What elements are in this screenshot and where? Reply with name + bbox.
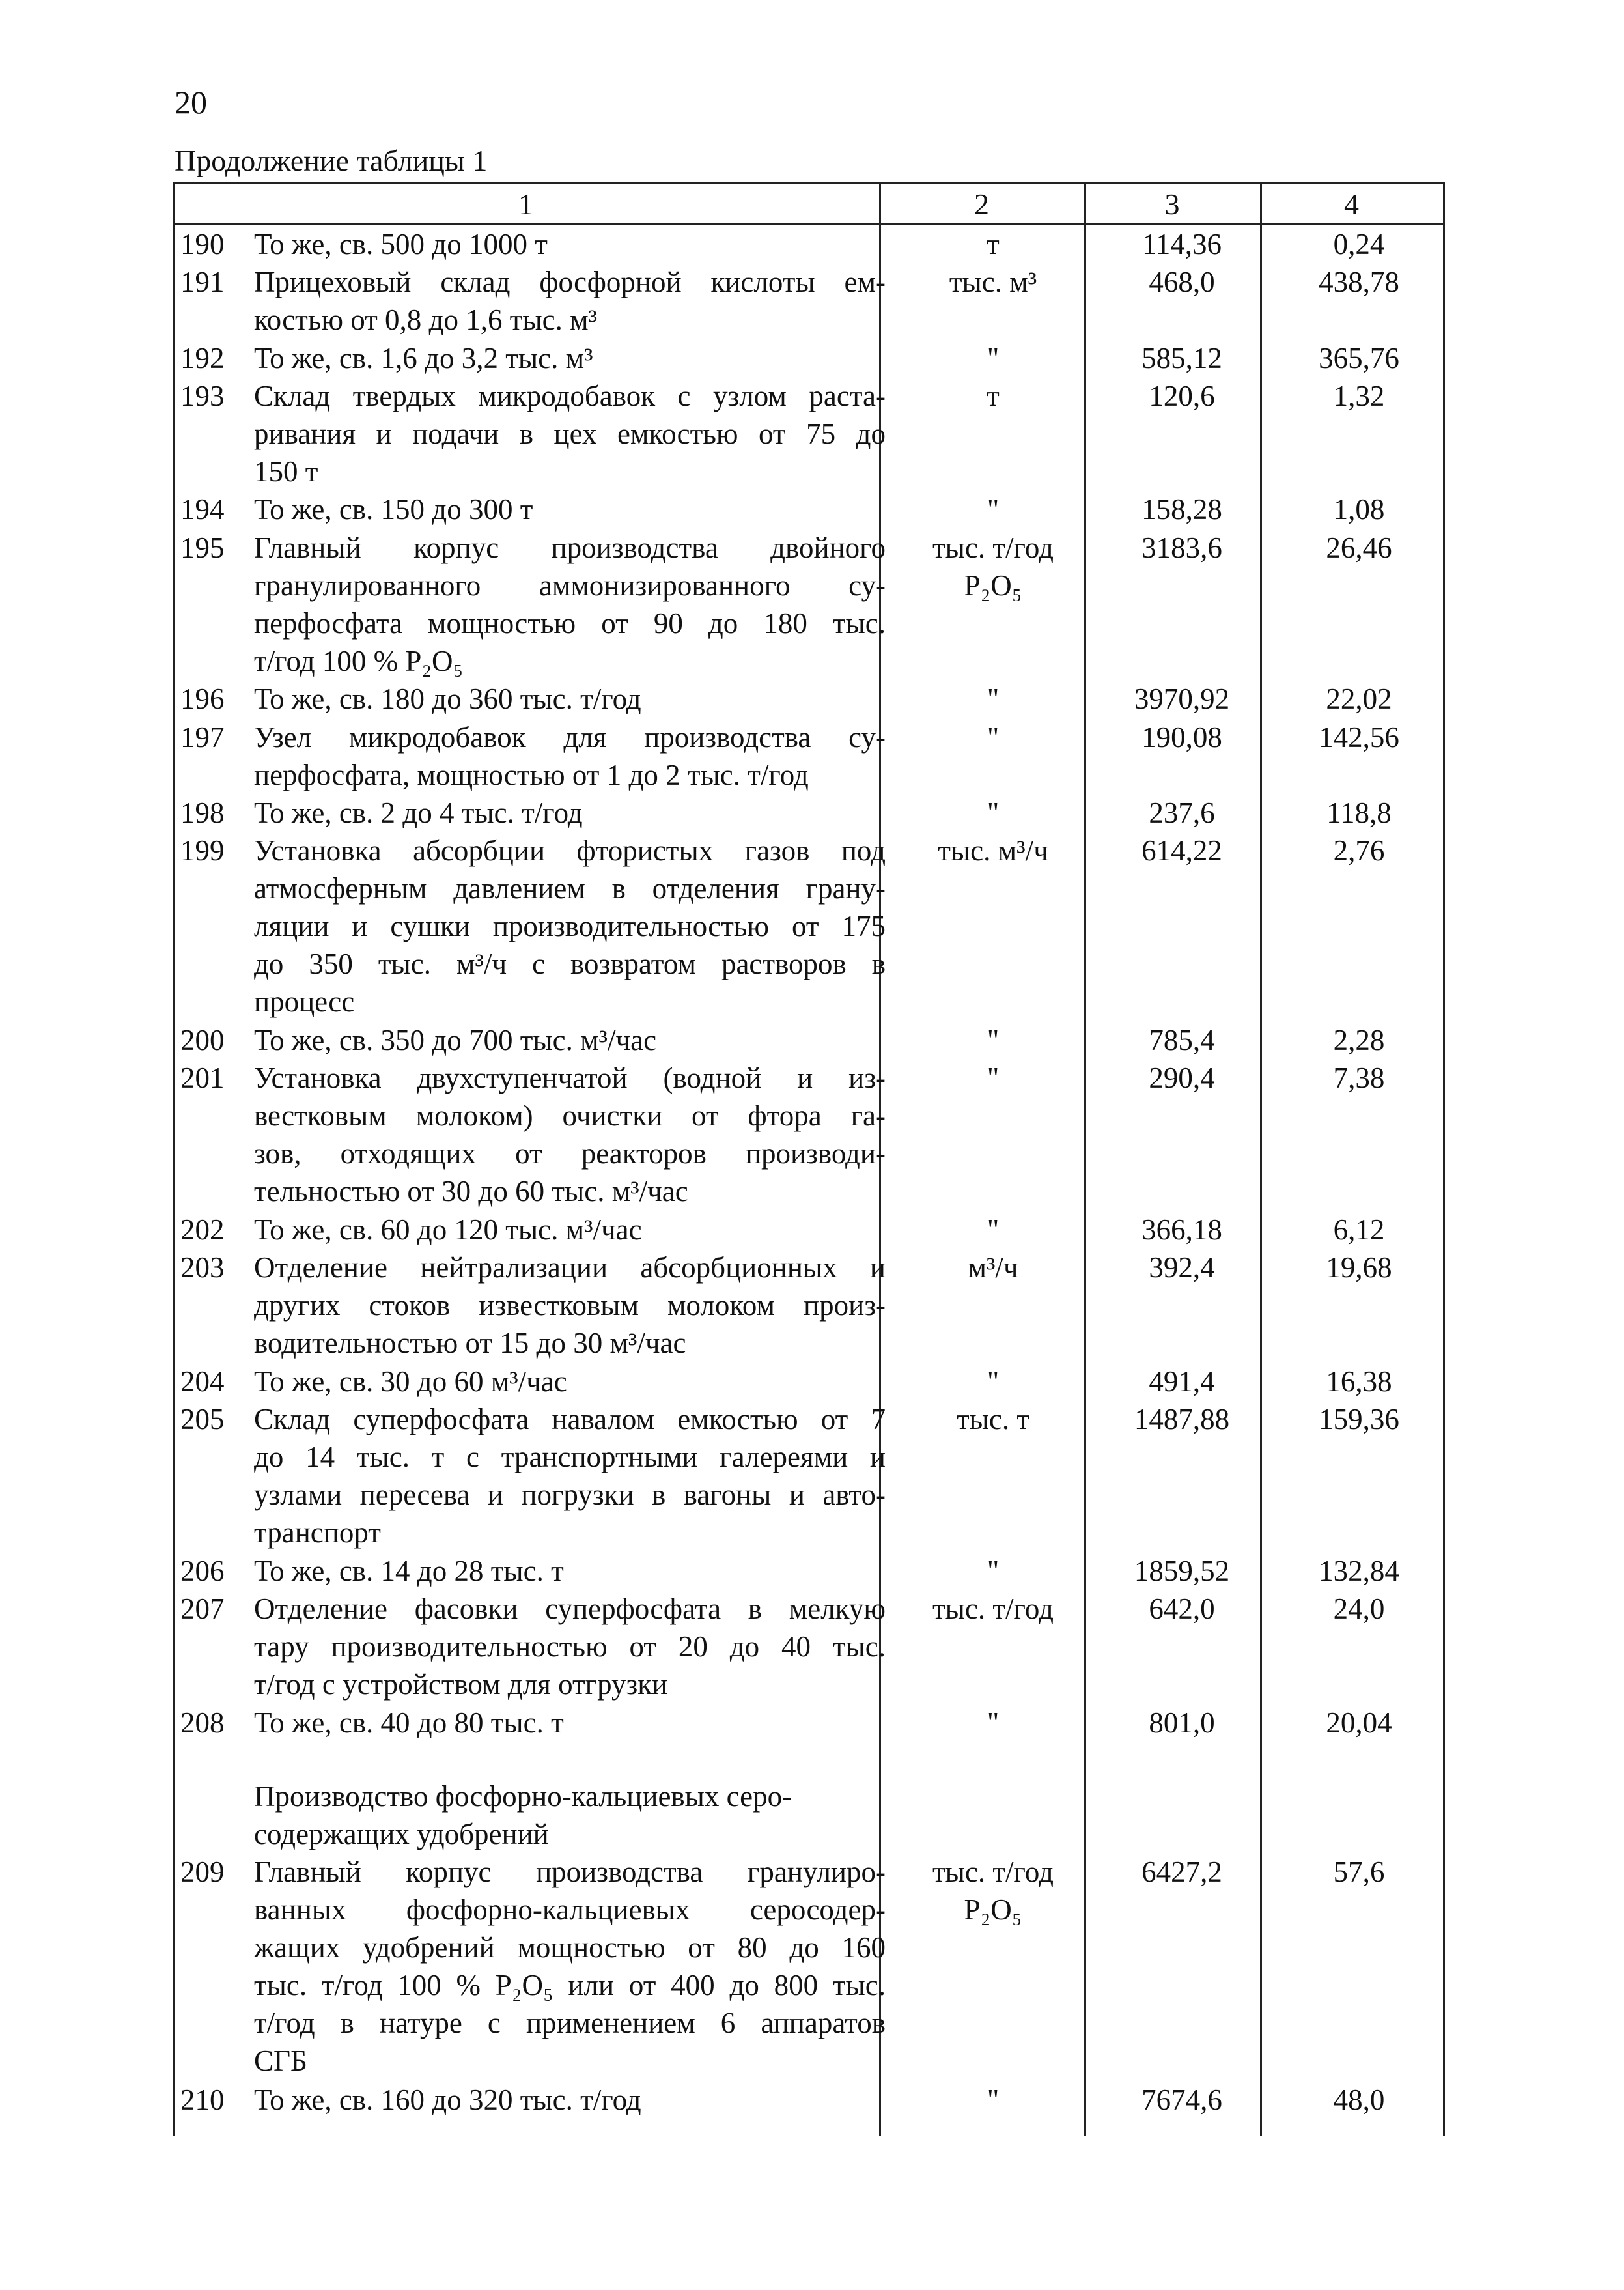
- column-border-3: [1260, 182, 1262, 2136]
- row-value-col4: 118,8: [1326, 797, 1392, 829]
- cell-text-line: То же, св. 160 до 320 тыс. т/год: [254, 2083, 641, 2116]
- row-description: [254, 1590, 886, 1703]
- row-value-col4: 19,68: [1326, 1251, 1392, 1284]
- cell-text-line: ": [987, 1213, 1000, 1247]
- cell-text-line: ванных фосфорно-кальциевых серосодер-: [254, 1893, 886, 1927]
- cell-text-line: СГБ: [254, 2044, 307, 2078]
- cell-text-line: тыс. т/год: [932, 1592, 1054, 1626]
- cell-text-line: ": [987, 1062, 1000, 1095]
- row-value-col3: 290,4: [1149, 1062, 1215, 1095]
- row-unit: [895, 1249, 1091, 1286]
- cell-text-line: ": [987, 683, 1000, 716]
- row-unit: [895, 377, 1091, 415]
- row-value-col3: 120,6: [1149, 379, 1215, 412]
- cell-text-line: тыс. т/год: [932, 1856, 1054, 1889]
- row-description: [254, 529, 886, 680]
- cell-text-line: м³/ч: [968, 1251, 1018, 1284]
- cell-text-line: P₂O₅: [964, 569, 1022, 602]
- row-value-col3: 366,18: [1141, 1213, 1222, 1247]
- cell-text-line: То же, св. 180 до 360 тыс. т/год: [254, 683, 641, 716]
- cell-text-line: Узел микродобавок для производства су-: [254, 720, 886, 754]
- table-top-border: [173, 182, 1445, 184]
- row-number: 190: [180, 228, 225, 261]
- header-bottom-border: [173, 223, 1445, 225]
- row-unit: [895, 794, 1091, 832]
- row-description: [254, 1853, 886, 2080]
- cell-text-line: Установка двухступенчатой (водной и из-: [254, 1062, 886, 1095]
- row-description: [254, 718, 886, 794]
- cell-text-line: ": [987, 341, 1000, 375]
- row-number: 206: [180, 1555, 225, 1587]
- cell-text-line: 150 т: [254, 455, 318, 488]
- row-value-col4: 48,0: [1333, 2083, 1385, 2116]
- row-description: [254, 225, 886, 263]
- row-number: 200: [180, 1024, 225, 1057]
- row-unit: [895, 1853, 1091, 1929]
- row-description: [254, 1249, 886, 1362]
- cell-text-line: ляции и сушки производительностью от 175: [254, 910, 886, 943]
- cell-text-line: Отделение нейтрализации абсорбционных и: [254, 1251, 886, 1284]
- row-description: [254, 832, 886, 1021]
- cell-text-line: атмосферным давлением в отделения грану-: [254, 872, 886, 905]
- row-description: [254, 1363, 886, 1400]
- cell-text-line: тельностью от 30 до 60 тыс. м³/час: [254, 1175, 688, 1208]
- row-value-col3: 3970,92: [1134, 683, 1230, 716]
- row-unit: [895, 832, 1091, 869]
- cell-text-line: То же, св. 60 до 120 тыс. м³/час: [254, 1213, 642, 1247]
- row-number: 208: [180, 1706, 225, 1739]
- row-value-col3: 801,0: [1149, 1706, 1215, 1739]
- row-description: [254, 1704, 886, 1742]
- cell-text-line: гранулированного аммонизированного су-: [254, 569, 886, 602]
- column-border-2: [1084, 182, 1086, 2136]
- column-border-right: [1443, 182, 1445, 2136]
- row-number: 210: [180, 2083, 225, 2116]
- row-description: [254, 490, 886, 528]
- cell-text-line: до 350 тыс. м³/ч с возвратом растворов в: [254, 948, 886, 981]
- row-value-col4: 57,6: [1333, 1856, 1385, 1889]
- cell-text-line: ": [987, 2083, 1000, 2116]
- table-caption: Продолжение таблицы 1: [175, 144, 488, 177]
- header-col-1: 1: [518, 188, 533, 221]
- cell-text-line: тыс. т/год 100 % P₂O₅ или от 400 до 800 тыс.: [254, 1969, 886, 2002]
- cell-text-line: тыс. т: [956, 1403, 1030, 1436]
- row-number: 197: [180, 720, 225, 754]
- row-value-col3: 392,4: [1149, 1251, 1215, 1284]
- row-value-col4: 2,28: [1333, 1024, 1385, 1057]
- cell-text-line: P₂O₅: [964, 1893, 1022, 1927]
- page-number: 20: [175, 84, 207, 120]
- header-col-3: 3: [1164, 188, 1180, 221]
- cell-text-line: т/год 100 % P₂O₅: [254, 644, 464, 677]
- row-unit: [895, 1059, 1091, 1097]
- row-value-col4: 438,78: [1319, 266, 1399, 299]
- cell-text-line: других стоков известковым молоком произ-: [254, 1289, 886, 1322]
- row-description: [254, 1211, 886, 1249]
- row-unit: [895, 1400, 1091, 1438]
- row-value-col3: 3183,6: [1141, 531, 1222, 564]
- row-value-col3: 237,6: [1149, 797, 1215, 829]
- row-number: 196: [180, 683, 225, 716]
- cell-text-line: ": [987, 1024, 1000, 1057]
- row-unit: [895, 1211, 1091, 1249]
- cell-text-line: вестковым молоком) очистки от фтора га-: [254, 1099, 886, 1133]
- cell-text-line: ривания и подачи в цех емкостью от 75 до: [254, 417, 886, 450]
- cell-text-line: тару производительностью от 20 до 40 тыс.: [254, 1630, 886, 1663]
- cell-text-line: ": [987, 797, 1000, 829]
- row-unit: [895, 1704, 1091, 1742]
- row-value-col4: 6,12: [1333, 1213, 1385, 1247]
- cell-text-line: перфосфата, мощностью от 1 до 2 тыс. т/год: [254, 758, 809, 791]
- row-description: [254, 1021, 886, 1059]
- row-value-col4: 1,08: [1333, 493, 1385, 526]
- cell-text-line: ": [987, 1365, 1000, 1398]
- cell-text-line: То же, св. 500 до 1000 т: [254, 228, 548, 261]
- cell-text-line: Склад суперфосфата навалом емкостью от 7: [254, 1403, 886, 1436]
- cell-text-line: т: [987, 379, 1000, 412]
- cell-text-line: т/год с устройством для отгрузки: [254, 1668, 668, 1701]
- cell-text-line: То же, св. 14 до 28 тыс. т: [254, 1555, 564, 1587]
- row-number: 202: [180, 1213, 225, 1247]
- row-number: 194: [180, 493, 225, 526]
- row-value-col4: 1,32: [1333, 379, 1385, 412]
- cell-text-line: т: [987, 228, 1000, 261]
- cell-text-line: транспорт: [254, 1516, 381, 1549]
- cell-text-line: То же, св. 2 до 4 тыс. т/год: [254, 797, 583, 829]
- row-value-col4: 159,36: [1319, 1403, 1399, 1436]
- cell-text-line: Производство фосфорно-кальциевых серо-: [254, 1780, 792, 1813]
- cell-text-line: ": [987, 720, 1000, 754]
- row-description: [254, 794, 886, 832]
- row-number: 204: [180, 1365, 225, 1398]
- header-col-2: 2: [974, 188, 989, 221]
- cell-text-line: до 14 тыс. т с транспортными галереями и: [254, 1441, 886, 1474]
- cell-text-line: То же, св. 1,6 до 3,2 тыс. м³: [254, 341, 593, 375]
- row-number: 205: [180, 1403, 225, 1436]
- row-unit: [895, 2081, 1091, 2119]
- row-unit: [895, 1021, 1091, 1059]
- row-value-col4: 26,46: [1326, 531, 1392, 564]
- cell-text-line: процесс: [254, 985, 355, 1019]
- row-value-col3: 190,08: [1141, 720, 1222, 754]
- row-value-col4: 365,76: [1319, 341, 1399, 375]
- header-col-4: 4: [1344, 188, 1359, 221]
- cell-text-line: ": [987, 1555, 1000, 1587]
- cell-text-line: узлами пересева и погрузки в вагоны и авто-: [254, 1478, 886, 1512]
- row-description: [254, 2081, 886, 2119]
- cell-text-line: тыс. м³: [949, 266, 1037, 299]
- row-description: [254, 1552, 886, 1590]
- cell-text-line: То же, св. 40 до 80 тыс. т: [254, 1706, 564, 1739]
- row-value-col3: 642,0: [1149, 1592, 1215, 1626]
- cell-text-line: Главный корпус производства двойного: [254, 531, 886, 564]
- row-number: 192: [180, 341, 225, 375]
- row-unit: [895, 263, 1091, 301]
- row-unit: [895, 1552, 1091, 1590]
- cell-text-line: То же, св. 30 до 60 м³/час: [254, 1365, 567, 1398]
- row-description: [254, 339, 886, 377]
- row-value-col3: 158,28: [1141, 493, 1222, 526]
- column-border-left: [173, 182, 175, 2136]
- row-value-col3: 468,0: [1149, 266, 1215, 299]
- row-unit: [895, 529, 1091, 604]
- cell-text-line: ": [987, 493, 1000, 526]
- row-value-col4: 7,38: [1333, 1062, 1385, 1095]
- row-number: 195: [180, 531, 225, 564]
- row-value-col3: 1487,88: [1134, 1403, 1230, 1436]
- row-description: [254, 377, 886, 490]
- row-description: [254, 1059, 886, 1210]
- row-value-col3: 6427,2: [1141, 1856, 1222, 1889]
- cell-text-line: То же, св. 150 до 300 т: [254, 493, 533, 526]
- row-number: 198: [180, 797, 225, 829]
- row-value-col4: 20,04: [1326, 1706, 1392, 1739]
- cell-text-line: тыс. м³/ч: [938, 834, 1048, 868]
- cell-text-line: тыс. т/год: [932, 531, 1054, 564]
- cell-text-line: жащих удобрений мощностью от 80 до 160: [254, 1931, 886, 1964]
- row-unit: [895, 225, 1091, 263]
- row-value-col3: 491,4: [1149, 1365, 1215, 1398]
- row-unit: [895, 680, 1091, 718]
- row-value-col4: 16,38: [1326, 1365, 1392, 1398]
- row-number: 203: [180, 1251, 225, 1284]
- row-value-col4: 22,02: [1326, 683, 1392, 716]
- row-number: 207: [180, 1592, 225, 1626]
- row-value-col3: 785,4: [1149, 1024, 1215, 1057]
- row-description: [254, 263, 886, 339]
- section-title: [254, 1777, 886, 1853]
- row-description: [254, 1400, 886, 1551]
- row-number: 191: [180, 266, 225, 299]
- row-description: [254, 680, 886, 718]
- cell-text-line: костью от 0,8 до 1,6 тыс. м³: [254, 304, 598, 337]
- row-unit: [895, 1590, 1091, 1628]
- row-number: 199: [180, 834, 225, 868]
- row-value-col3: 585,12: [1141, 341, 1222, 375]
- row-number: 193: [180, 379, 225, 412]
- row-value-col4: 2,76: [1333, 834, 1385, 868]
- row-value-col4: 0,24: [1333, 228, 1385, 261]
- cell-text-line: перфосфата мощностью от 90 до 180 тыс.: [254, 606, 886, 640]
- row-unit: [895, 490, 1091, 528]
- cell-text-line: Главный корпус производства гранулиро-: [254, 1856, 886, 1889]
- cell-text-line: водительностью от 15 до 30 м³/час: [254, 1327, 686, 1360]
- row-value-col4: 24,0: [1333, 1592, 1385, 1626]
- row-value-col3: 614,22: [1141, 834, 1222, 868]
- cell-text-line: Склад твердых микродобавок с узлом раста-: [254, 379, 886, 412]
- row-value-col4: 132,84: [1319, 1555, 1399, 1587]
- row-value-col3: 1859,52: [1134, 1555, 1230, 1587]
- cell-text-line: т/год в натуре с применением 6 аппаратов: [254, 2007, 886, 2040]
- row-unit: [895, 1363, 1091, 1400]
- cell-text-line: ": [987, 1706, 1000, 1739]
- cell-text-line: То же, св. 350 до 700 тыс. м³/час: [254, 1024, 657, 1057]
- row-unit: [895, 718, 1091, 756]
- data-table: [173, 182, 1445, 2136]
- row-number: 209: [180, 1856, 225, 1889]
- row-value-col3: 7674,6: [1141, 2083, 1222, 2116]
- cell-text-line: Отделение фасовки суперфосфата в мелкую: [254, 1592, 886, 1626]
- cell-text-line: зов, отходящих от реакторов производи-: [254, 1137, 886, 1170]
- cell-text-line: Установка абсорбции фтористых газов под: [254, 834, 886, 868]
- cell-text-line: содержащих удобрений: [254, 1818, 549, 1850]
- row-number: 201: [180, 1062, 225, 1095]
- row-value-col3: 114,36: [1141, 228, 1222, 261]
- row-unit: [895, 339, 1091, 377]
- row-value-col4: 142,56: [1319, 720, 1399, 754]
- cell-text-line: Прицеховый склад фосфорной кислоты ем-: [254, 266, 886, 299]
